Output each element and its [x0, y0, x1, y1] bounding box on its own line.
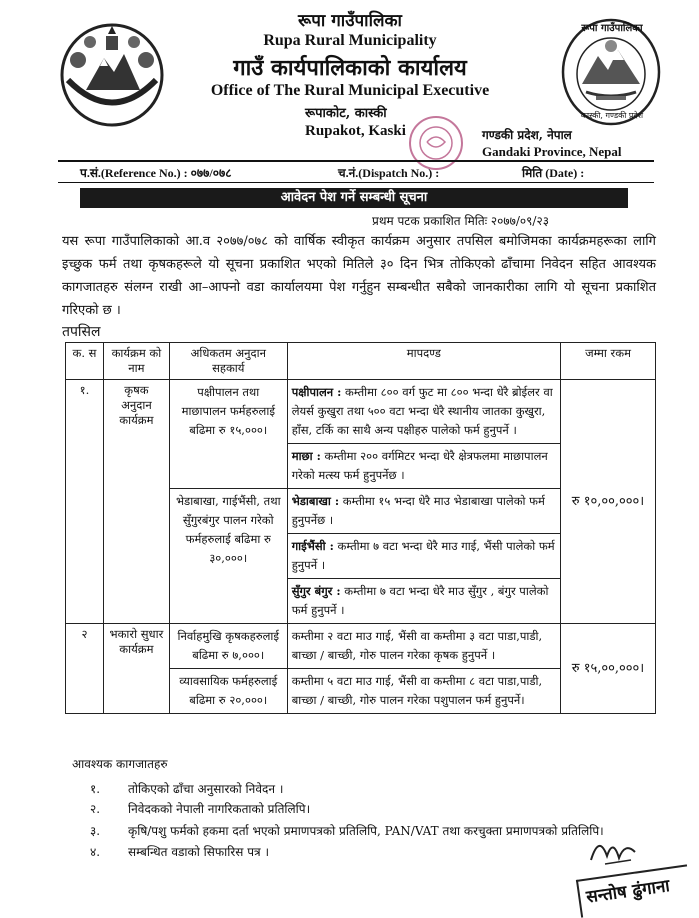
published-date: प्रथम पटक प्रकाशित मितिः २०७७/०९/२३ — [372, 214, 549, 228]
row-total: रु १५,००,०००। — [561, 624, 656, 714]
criteria-text: कम्तीमा ८०० वर्ग फुट मा ८०० भन्दा धेरै ब्रोईलर वा लेयर्स कुखुरा तथा ५०० वटा भन्दा धेरै स्थानीय जातका कुखुरा, हाँस, टर्कि का साथै अन्य पक्षीहरु पालेको फर्म हुनुपर्ने । — [291, 385, 553, 437]
table-row — [66, 380, 656, 444]
criteria-cell — [287, 579, 560, 624]
criteria-label: गाईभैंसी : — [291, 539, 334, 553]
province-np: गण्डकी प्रदेश, नेपाल — [482, 128, 572, 142]
table-header-row — [66, 343, 656, 380]
col-header-program: कार्यक्रम को नाम — [103, 343, 169, 380]
criteria-cell — [287, 380, 560, 444]
row-grant: पक्षीपालन तथा माछापालन फर्महरुलाई बढिमा रु १५,०००। — [169, 380, 287, 489]
letter-date: मिति (Date) : — [522, 166, 585, 180]
document-number: ३. — [90, 824, 101, 838]
criteria-label: पक्षीपालन : — [291, 385, 342, 399]
criteria-text: कम्तीमा ७ वटा भन्दा धेरै माउ सुँगुर , बंगुर पालेको फर्म हुनुपर्ने । — [291, 584, 549, 617]
criteria-text: कम्तीमा २०० वर्गमिटर भन्दा धेरै क्षेत्रफलमा माछापालन गरेको मत्स्य फर्म हुनुपर्नेछ । — [291, 449, 548, 482]
address-en: Rupakot, Kaski — [305, 123, 406, 139]
col-header-sn: क. स — [66, 343, 104, 380]
criteria-text: कम्तीमा १५ भन्दा धेरै माउ भेडाबाखा पालेको फर्म हुनुपर्नेछ । — [291, 494, 545, 527]
office-name-np: गाउँ कार्यपालिकाको कार्यालय — [233, 55, 467, 81]
details-heading: तपसिल — [62, 324, 101, 340]
row-program: कृषक अनुदान कार्यक्रम — [103, 380, 169, 624]
criteria-label: सुँगुर बंगुर : — [291, 584, 341, 598]
municipality-name-np: रूपा गाउँपालिका — [298, 11, 402, 31]
criteria-cell — [287, 489, 560, 534]
row-sn: १. — [66, 380, 104, 624]
criteria-text: कम्तीमा ७ वटा भन्दा धेरै माउ गाई, भैंसी पालेको फर्म हुनुपर्ने । — [291, 539, 555, 572]
row-program: भकारो सुधार कार्यक्रम — [103, 624, 169, 714]
document-text: सम्बन्धित वडाको सिफारिस पत्र । — [128, 845, 269, 859]
criteria-label: भेडाबाखा : — [291, 494, 340, 508]
notice-title: आवेदन पेश गर्ने सम्बन्धी सूचना — [80, 188, 628, 208]
province-en: Gandaki Province, Nepal — [482, 144, 622, 159]
col-header-max-grant: अधिकतम अनुदान सहकार्य — [169, 343, 287, 380]
document-number: १. — [90, 782, 101, 796]
header-divider — [58, 160, 654, 162]
criteria-cell: कम्तीमा २ वटा माउ गाई, भैंसी वा कम्तीमा ३ वटा पाडा,पाडी, बाच्छा / बाच्छी, गोरु पालन गरेका कृषक हुनुपर्ने । — [287, 624, 560, 669]
col-header-total: जम्मा रकम — [561, 343, 656, 380]
municipality-name-en: Rupa Rural Municipality — [263, 32, 437, 49]
document-text: तोकिएको ढाँचा अनुसारको निवेदन । — [128, 782, 284, 796]
document-number: २. — [90, 802, 101, 816]
ref-divider — [58, 182, 654, 183]
address-np: रूपाकोट, कास्की — [305, 106, 387, 121]
criteria-label: माछा : — [291, 449, 321, 463]
office-name-en: Office of The Rural Municipal Executive — [210, 82, 490, 99]
name-stamp-text: सन्तोष ढुंगाना — [585, 876, 671, 908]
documents-heading: आवश्यक कागजातहरु — [72, 757, 168, 771]
criteria-cell: कम्तीमा ५ वटा माउ गाई, भैंसी वा कम्तीमा ८ वटा पाडा,पाडी, बाच्छा / बाच्छी, गोरु पालन गरेका पशुपालन फर्म हुनुपर्ने। — [287, 669, 560, 714]
row-sn: २ — [66, 624, 104, 714]
row-grant: निर्वाहमुखि कृषकहरुलाई बढिमा रु ७,०००। — [169, 624, 287, 669]
reference-number: प.सं.(Reference No.) : ०७७/०७८ — [80, 166, 232, 180]
right-logo-text: रूपा गाउँपालिका — [581, 23, 643, 34]
signature — [585, 830, 645, 870]
program-table — [65, 342, 656, 714]
document-text: कृषि/पशु फर्मको हकमा दर्ता भएको प्रमाणपत्रको प्रतिलिपि, PAN/VAT तथा करचुक्ता प्रमाणपत्रको प्रतिलिपि। — [128, 824, 604, 838]
table-row — [66, 624, 656, 669]
row-grant: भेडाबाखा, गाईभैंसी, तथा सुँगुरबंगुर पालन गरेको फर्महरुलाई बढिमा रु ३०,०००। — [169, 489, 287, 624]
row-grant: व्यावसायिक फर्महरुलाई बढिमा रु २०,०००। — [169, 669, 287, 714]
criteria-cell — [287, 444, 560, 489]
col-header-criteria: मापदण्ड — [287, 343, 560, 380]
right-logo-sub: कास्की, गण्डकी प्रदेश — [580, 111, 644, 120]
document-text: निवेदकको नेपाली नागरिकताको प्रतिलिपि। — [128, 802, 311, 816]
criteria-cell — [287, 534, 560, 579]
notice-body: यस रूपा गाउँपालिकाको आ.व २०७७/०७८ को वार्षिक स्वीकृत कार्यक्रम अनुसार तपसिल बमोजिमका कार्यक्रमहरूका लागि इच्छुक फर्म तथा कृषकहरूले यो सूचना प्रकाशित भएको मितिले ३० दिन भित्र तोकिएको ढाँचामा निवेदन सहित आवश्यक कागजातहरु संलग्न राखी आ–आफ्नो वडा कार्यालयमा पेश गर्नुहुन सम्बन्धीत सबैको जानकारीका लागि यो सूचना प्रकाशित गरिएको छ । — [62, 234, 656, 318]
row-total: रु १०,००,०००। — [561, 380, 656, 624]
document-number: ४. — [90, 845, 101, 859]
dispatch-number: च.नं.(Dispatch No.) : — [338, 166, 440, 180]
